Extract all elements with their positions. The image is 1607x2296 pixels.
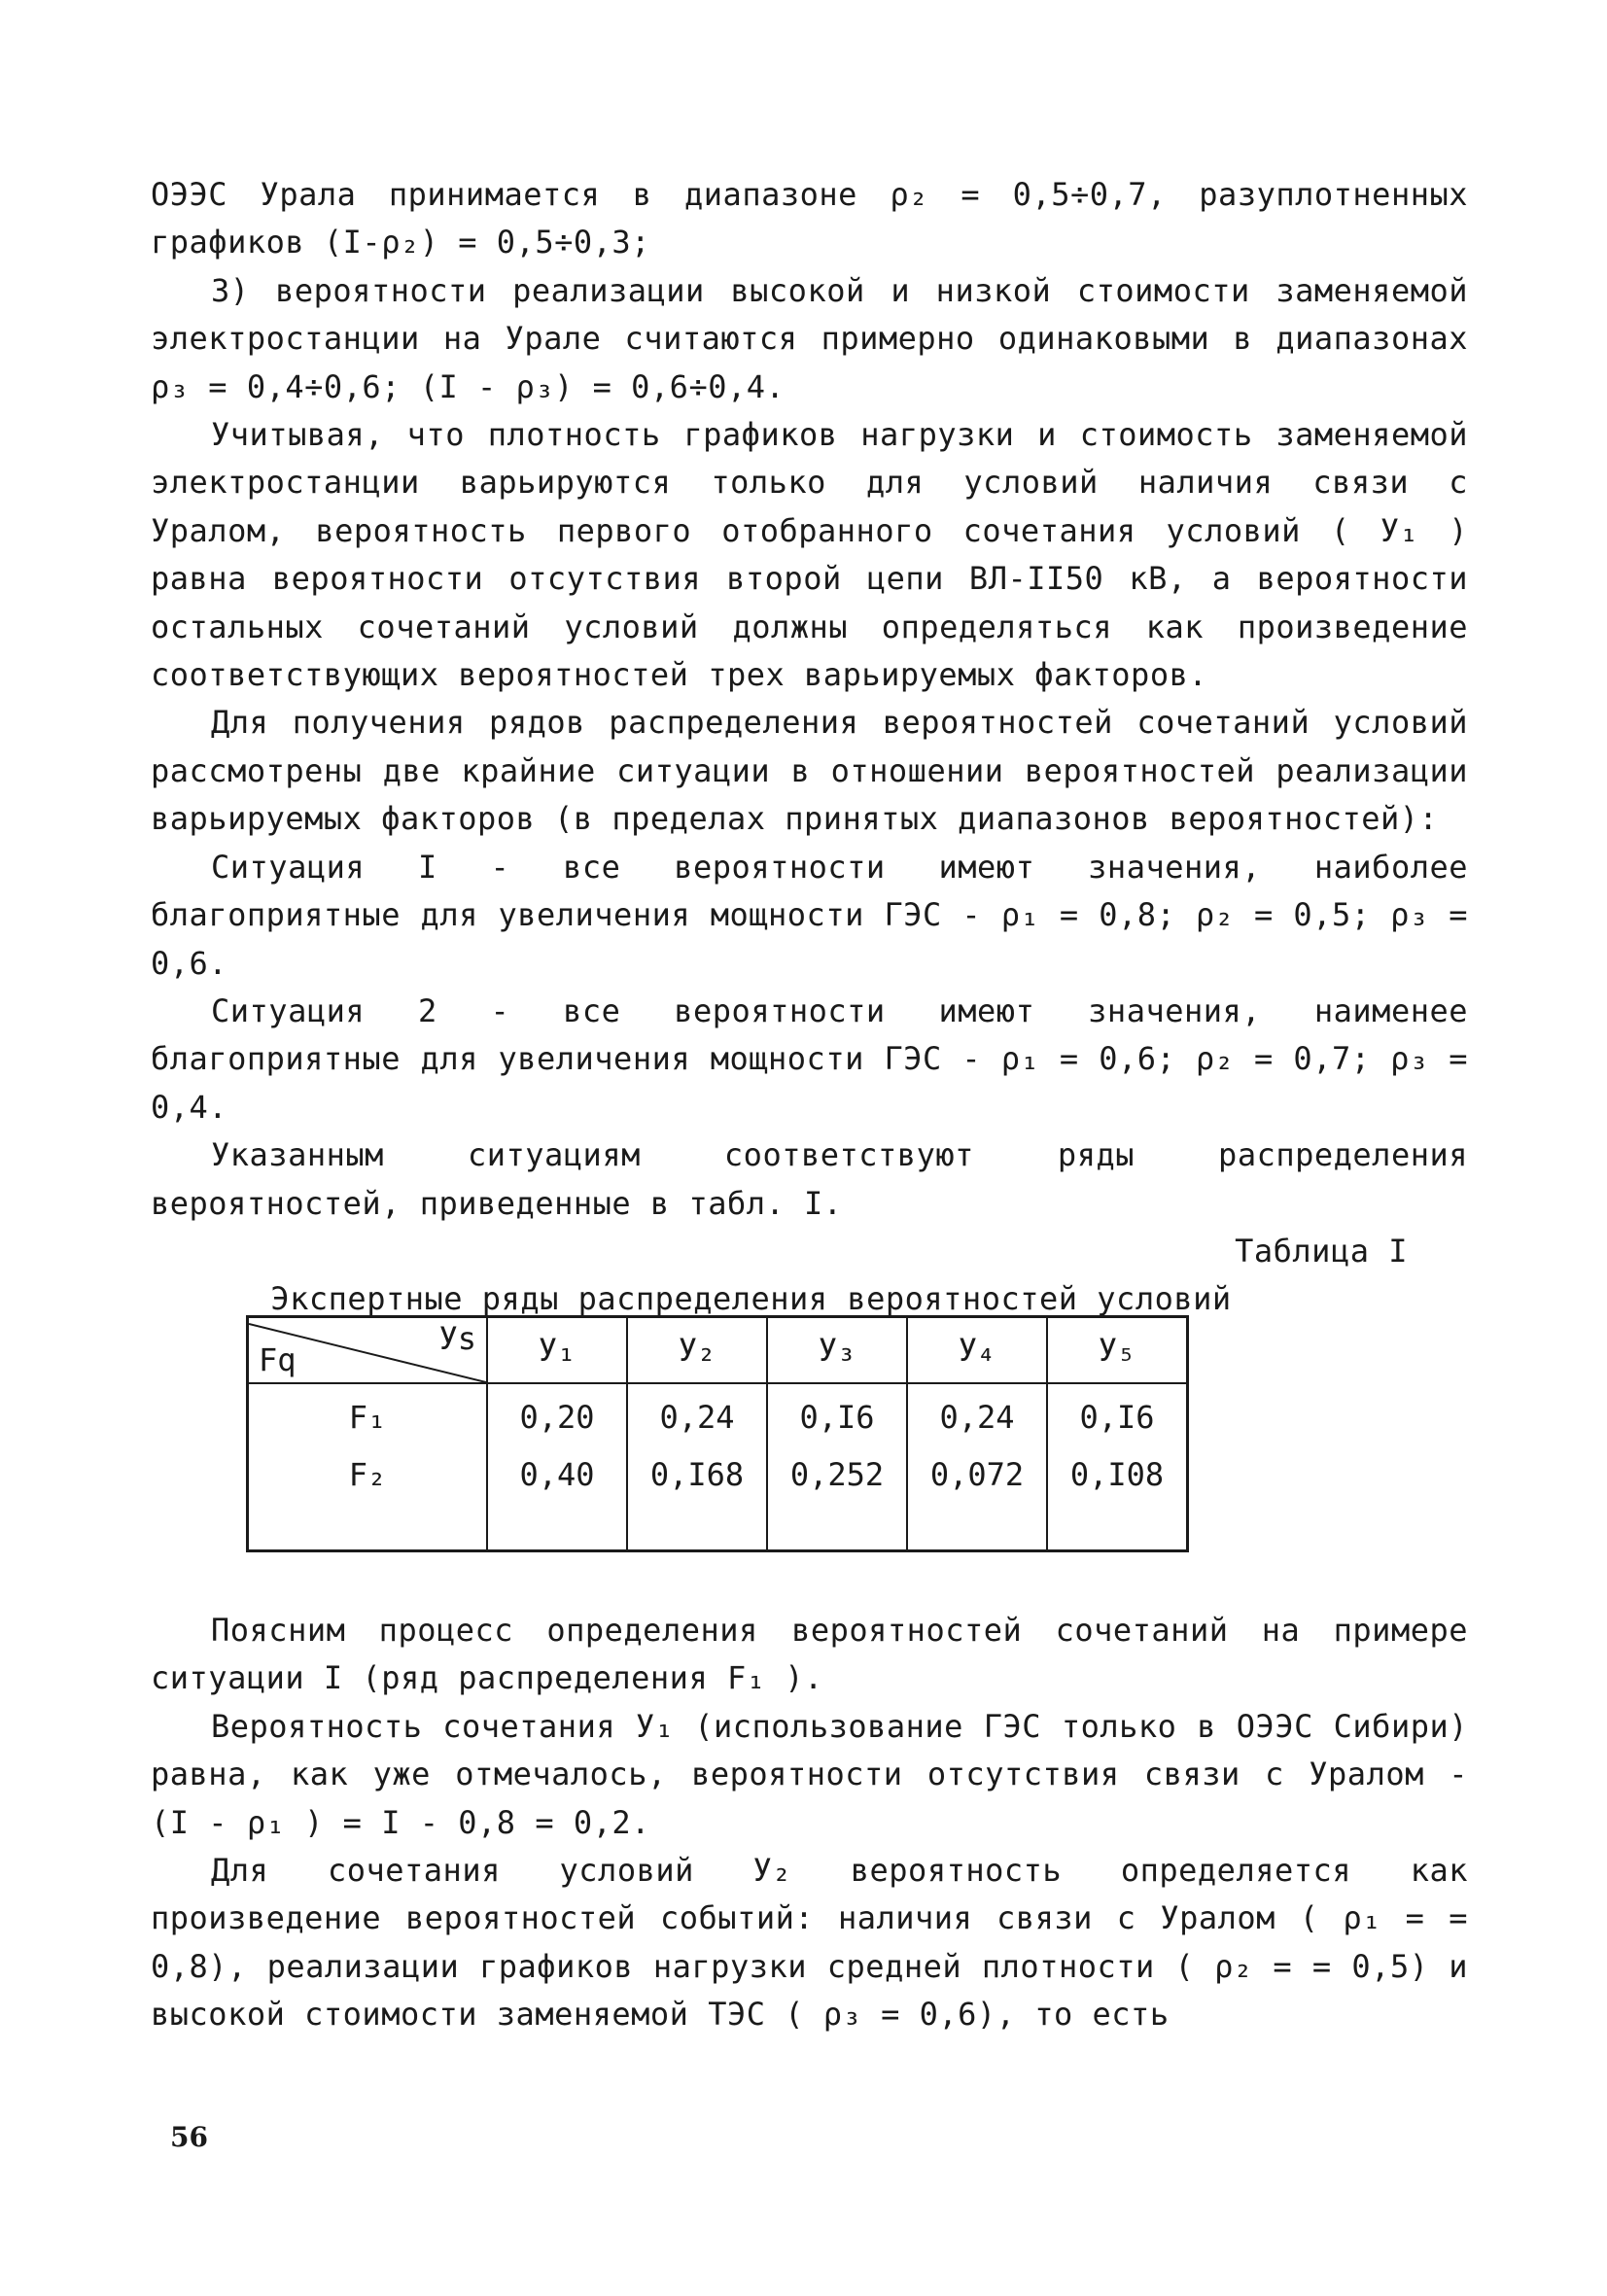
- paragraph: Учитывая, что плотность графиков нагрузки и стоимость заменяемой электростанции варьируются только для условий наличия связи с Уралом, вероятность первого отобранного сочетания условий ( У₁ ) равна вероятности отсутствия второй цепи ВЛ-II50 кВ, а вероятности остальных сочетаний условий должны определяться как произведение соответствующих вероятностей трех варьируемых факторов.: [151, 416, 1468, 694]
- column-header: У₁: [487, 1317, 627, 1384]
- table-cell: 0,24: [627, 1383, 767, 1450]
- row-label: F₂: [248, 1450, 488, 1551]
- table-cell: 0,I68: [627, 1450, 767, 1551]
- table-cell: 0,252: [767, 1450, 907, 1551]
- probability-table: [246, 1315, 1189, 1552]
- table-header-row: [248, 1317, 1188, 1384]
- column-header: У₄: [907, 1317, 1047, 1384]
- paragraph: Для сочетания условий У₂ вероятность определяется как произведение вероятностей событий: наличия связи с Уралом ( ρ₁ = = 0,8), реализации графиков нагрузки средней плотности ( ρ₂ = = 0,5) и высокой стоимости заменяемой ТЭС ( ρ₃ = 0,6), то есть: [151, 1852, 1468, 2034]
- paragraph: Ситуация 2 - все вероятности имеют значения, наименее благоприятные для увеличения мощности ГЭС - ρ₁ = 0,6; ρ₂ = 0,7; ρ₃ = 0,4.: [151, 991, 1468, 1126]
- table-cell: 0,I08: [1047, 1450, 1188, 1551]
- paragraph: Вероятность сочетания У₁ (использование ГЭС только в ОЭЭС Сибири) равна, как уже отмечалось, вероятности отсутствия связи с Уралом - (I - ρ₁ ) = I - 0,8 = 0,2.: [151, 1707, 1468, 1841]
- table-cell: 0,I6: [1047, 1383, 1188, 1450]
- table-cell: 0,40: [487, 1450, 627, 1551]
- table-row: [248, 1450, 1188, 1551]
- table-number-label: Таблица I: [1235, 1232, 1408, 1270]
- paragraph: 3) вероятности реализации высокой и низкой стоимости заменяемой электростанции на Урале считаются примерно одинаковыми в диапазонах ρ₃ = 0,4÷0,6; (I - ρ₃) = 0,6÷0,4.: [151, 271, 1468, 405]
- probability-table-container: [246, 1315, 1189, 1552]
- column-header: У₂: [627, 1317, 767, 1384]
- column-condition-label: Уs: [438, 1320, 476, 1357]
- row-label: F₁: [248, 1383, 488, 1450]
- table-cell: 0,20: [487, 1383, 627, 1450]
- paragraph: Для получения рядов распределения вероятностей сочетаний условий рассмотрены две крайние ситуации в отношении вероятностей реализации варьируемых факторов (в пределах принятых диапазонов вероятностей):: [151, 704, 1468, 838]
- paragraph: Ситуация I - все вероятности имеют значения, наиболее благоприятные для увеличения мощности ГЭС - ρ₁ = 0,8; ρ₂ = 0,5; ρ₃ = 0,6.: [151, 848, 1468, 982]
- table-cell: 0,24: [907, 1383, 1047, 1450]
- column-header: У₅: [1047, 1317, 1188, 1384]
- body-text-top: [151, 171, 1468, 1324]
- body-text-bottom: [151, 1607, 1468, 2039]
- page-number: 56: [170, 2121, 208, 2153]
- row-factor-label: Fq: [259, 1341, 297, 1378]
- table-cell: 0,072: [907, 1450, 1047, 1551]
- paragraph: Указанным ситуациям соответствуют ряды распределения вероятностей, приведенные в табл. I.: [151, 1136, 1468, 1222]
- table-corner-cell: [248, 1317, 488, 1384]
- column-header: У₃: [767, 1317, 907, 1384]
- table-row: [248, 1383, 1188, 1450]
- table-cell: 0,I6: [767, 1383, 907, 1450]
- paragraph: ОЭЭС Урала принимается в диапазоне ρ₂ = 0,5÷0,7, разуплотненных графиков (I-ρ₂) = 0,5÷0,3;: [151, 176, 1468, 261]
- table-title: Экспертные ряды распределения вероятностей условий: [270, 1280, 1232, 1318]
- paragraph: Поясним процесс определения вероятностей сочетаний на примере ситуации I (ряд распределения F₁ ).: [151, 1612, 1468, 1697]
